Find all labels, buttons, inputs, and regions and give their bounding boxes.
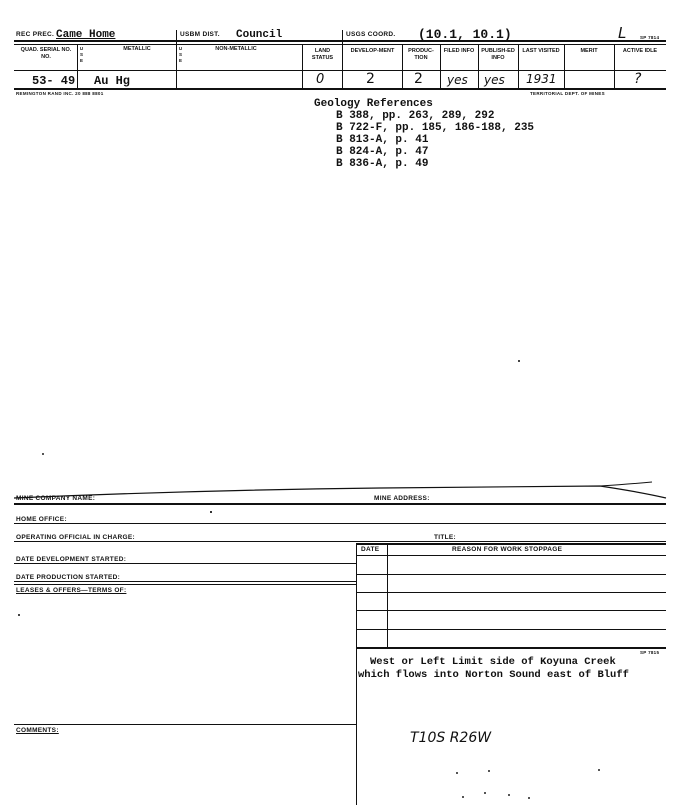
rec-prec-label: REC PREC. (16, 31, 55, 38)
col-filed: FILED INFO (443, 48, 475, 54)
divider-quad (77, 44, 78, 88)
rule-table-row (356, 574, 666, 575)
usgs-coord-value: (10.1, 10.1) (418, 27, 512, 42)
divider-land (342, 30, 343, 88)
rule-mine-company (14, 503, 666, 505)
geology-heading: Geology References (314, 98, 433, 110)
filed-value: yes (447, 73, 468, 87)
divider-metallic (176, 30, 177, 88)
comments-label: COMMENTS: (16, 727, 59, 734)
rule-table-bottom (356, 647, 666, 649)
speck (528, 797, 530, 799)
rule-comments (14, 724, 356, 725)
home-office-label: HOME OFFICE: (16, 516, 67, 523)
handwritten-township-range: T10S R26W (410, 730, 492, 746)
footer-right: TERRITORIAL DEPT. OF MINES (530, 91, 605, 96)
metallic-value: Au Hg (94, 74, 131, 88)
card-bottom-rule (14, 88, 666, 90)
leases-label: LEASES & OFFERS—TERMS OF: (16, 587, 127, 594)
col-merit: MERIT (580, 48, 598, 54)
reason-column-header: REASON FOR WORK STOPPAGE (452, 546, 563, 553)
col-last-visited: LAST VISITED (522, 48, 560, 54)
geology-ref-line: B 813-A, p. 41 (336, 134, 429, 146)
usbm-dist-value: Council (236, 29, 283, 41)
title-label: TITLE: (434, 534, 457, 541)
card-curl-edge (0, 480, 678, 504)
date-production-label: DATE PRODUCTION STARTED: (16, 574, 121, 581)
col-production: PRODUC-TION (408, 48, 434, 61)
col-land-status: LAND STATUS (311, 48, 334, 61)
form-number-top: SP 7814 (640, 35, 660, 40)
use-letters-nonmetallic: U S E (178, 46, 183, 63)
quad-serial-value: 53- 49 (32, 74, 76, 88)
production-value: 2 (414, 71, 423, 87)
divider-center (356, 543, 357, 805)
rule-date-prod (14, 581, 356, 582)
speck (18, 614, 20, 616)
geology-ref-line: B 388, pp. 263, 289, 292 (336, 110, 495, 122)
geology-ref-line: B 824-A, p. 47 (336, 146, 429, 158)
geology-ref-line: B 722-F, pp. 185, 186-188, 235 (336, 122, 535, 134)
rule-home-office (14, 523, 666, 524)
mine-company-label: MINE COMPANY NAME: (16, 495, 96, 502)
speck (456, 772, 458, 774)
speck (508, 794, 510, 796)
date-column-header: DATE (361, 546, 380, 553)
land-status-value: 0 (316, 72, 325, 87)
col-nonmetallic: NON-METALLIC (215, 46, 257, 52)
col-active-idle: ACTIVE IDLE (622, 48, 658, 54)
published-value: yes (484, 73, 505, 87)
geology-ref-list (314, 110, 534, 170)
speck (484, 792, 486, 794)
form-number-bottom: SP 7815 (640, 650, 660, 655)
rule-table-row (356, 592, 666, 593)
rule-table-top (356, 543, 666, 545)
usbm-dist-label: USBM DIST. (180, 31, 220, 38)
speck (462, 796, 464, 798)
develop-value: 2 (366, 71, 375, 87)
speck (518, 360, 520, 362)
col-quad-serial: QUAD. SERIAL NO. NO. (20, 47, 72, 60)
use-letters-metallic: U S E (79, 46, 84, 63)
divider-date-reason (387, 543, 388, 647)
usgs-coord-label: USGS COORD. (346, 31, 396, 38)
location-line-2: which flows into Norton Sound east of Bluff (358, 669, 629, 681)
geology-ref-line: B 836-A, p. 49 (336, 158, 429, 170)
operating-official-label: OPERATING OFFICIAL IN CHARGE: (16, 534, 135, 541)
header-top-rule (14, 44, 666, 45)
speck (488, 770, 490, 772)
divider-nonmetallic (302, 44, 303, 88)
geology-references (314, 98, 534, 170)
active-idle-value: ? (634, 71, 642, 87)
col-develop: DEVELOP-MENT (350, 48, 395, 54)
mine-address-label: MINE ADDRESS: (374, 495, 430, 502)
footer-left: REMINGTON RAND INC. 20 888 8801 (16, 91, 104, 96)
col-metallic: METALLIC (123, 46, 151, 52)
speck (210, 511, 212, 513)
rule-table-row (356, 629, 666, 630)
data-row-top-rule (14, 70, 666, 71)
date-development-label: DATE DEVELOPMENT STARTED: (16, 556, 127, 563)
rule-table-header (356, 555, 666, 556)
rule-operating (14, 541, 666, 542)
rule-leases (14, 584, 356, 585)
rule-date-dev (14, 563, 356, 564)
last-visited-value: 1931 (526, 72, 557, 86)
corner-mark: L (618, 24, 627, 42)
rule-table-row (356, 610, 666, 611)
col-published: PUBLISH-ED INFO (481, 48, 515, 61)
speck (42, 453, 44, 455)
location-line-1: West or Left Limit side of Koyuna Creek (370, 656, 616, 668)
rec-prec-value: Came Home (56, 29, 116, 41)
speck (598, 769, 600, 771)
